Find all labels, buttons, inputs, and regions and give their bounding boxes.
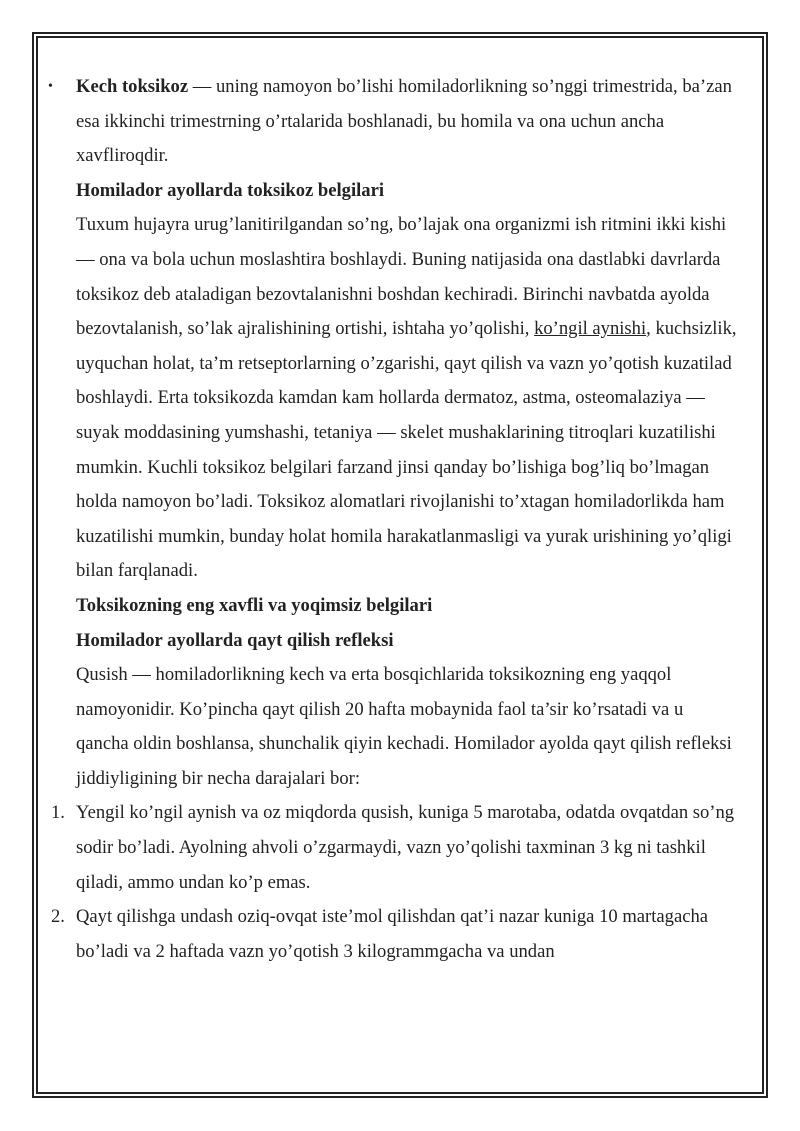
paragraph: Qusish — homiladorlikning kech va erta bosqichlarida toksikozning eng yaqqol namoyonidir. Ko’pincha qayt qilish 20 hafta mobaynida faol ta’sir ko’rsatadi va u qancha oldin boshlansa, shunchalik qiyin kechadi. Homilador ayolda qayt qilish refleksi jiddiyligining bir necha darajalari bor:: [76, 664, 732, 789]
section-heading: Homilador ayollarda toksikoz belgilari: [76, 179, 385, 201]
inline-link[interactable]: ko’ngil aynishi: [534, 318, 647, 340]
bullet-marker: •: [48, 79, 53, 94]
bullet-item: [40, 70, 740, 174]
list-number: 2.: [51, 906, 65, 928]
section-heading: Toksikozning eng xavfli va yoqimsiz belgilari: [76, 594, 433, 616]
paragraph: [40, 208, 740, 589]
list-item-text: Yengil ko’ngil aynish va oz miqdorda qusish, kuniga 5 marotaba, odatda ovqatdan so’ng sodir bo’ladi. Ayolning ahvoli o’zgarmaydi, vazn yo’qolishi taxminan 3 kg ni tashkil qiladi, ammo undan ko’p emas.: [76, 802, 735, 893]
paragraph-text: , kuchsizlik, uyquchan holat, ta’m retseptorlarning o’zgarishi, qayt qilish va vazn yo’qotish kuzatilad boshlaydi. Erta toksikozda kamdan kam hollarda dermatoz, astma, osteomalaziya — suyak moddasining yumshashi, tetaniya — skelet mushaklarining titroqlari kuzatilishi mumkin. Kuchli toksikoz belgilari farzand jinsi qanday bo’lishiga bog’liq bo’lmagan holda namoyon bo’ladi. Toksikoz alomatlari rivojlanishi to’xtagan homiladorlikda ham kuzatilishi mumkin, bunday holat homila harakatlanmasligi va yurak urishining yo’qligi bilan farqlanadi.: [76, 318, 737, 582]
list-item: [40, 900, 740, 969]
document-body: [40, 70, 740, 969]
list-item: [40, 796, 740, 900]
subsection-heading: Homilador ayollarda qayt qilish refleksi: [76, 629, 394, 651]
list-item-text: Qayt qilishga undash oziq-ovqat iste’mol qilishdan qat’i nazar kuniga 10 martagacha bo’ladi va 2 haftada vazn yo’qotish 3 kilogrammgacha va undan: [76, 906, 709, 962]
bullet-term: Kech toksikoz: [76, 76, 189, 97]
bullet-text: — uning namoyon bo’lishi homiladorlikning so’nggi trimestrida, ba’zan esa ikkinchi trimestrning o’rtalarida boshlanadi, bu homila va ona uchun ancha xavfliroqdir.: [76, 76, 732, 167]
paragraph-text: Tuxum hujayra urug’lanitirilgandan so’ng, bo’lajak ona organizmi ish ritmini ikki kishi — ona va bola uchun moslashtira boshlaydi. Buning natijasida ona dastlabki davrlarda toksikoz deb ataladigan bezovtalanishni boshdan kechiradi. Birinchi navbatda ayolda bezovtalanish, so’lak ajralishining ortishi, ishtaha yo’qolishi,: [76, 214, 727, 340]
list-number: 1.: [51, 802, 65, 824]
